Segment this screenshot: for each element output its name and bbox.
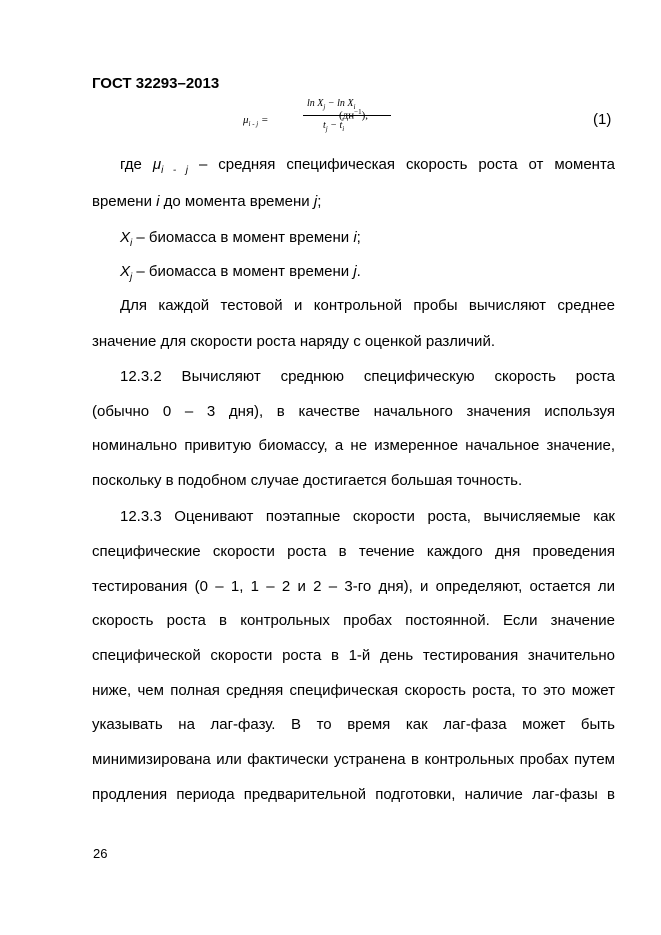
- formula-mu: μ: [243, 114, 249, 126]
- var-x: X: [120, 229, 131, 246]
- num-sub-2: i: [353, 103, 356, 111]
- page-number: 26: [93, 846, 108, 861]
- num-sub-1: j: [323, 103, 326, 111]
- formula-denominator: [323, 120, 344, 133]
- text-line: продления периода предварительной подготовки, наличие лаг-фазы в: [92, 786, 615, 803]
- text-line: 12.3.2 Вычисляют среднюю специфическую скорость роста: [120, 368, 615, 385]
- text-span: – биомасса в момент времени: [132, 263, 354, 280]
- text-span: времени: [92, 193, 157, 210]
- text-line: [120, 263, 615, 287]
- den-part-2: − t: [327, 120, 343, 131]
- unit-sup: −1: [354, 108, 362, 116]
- text-line: [120, 156, 615, 180]
- text-line: минимизирована или фактически устранена в контрольных пробах путем: [92, 751, 615, 768]
- var-j: j: [353, 263, 357, 280]
- var-mu: μ: [152, 156, 162, 173]
- formula-unit: [339, 108, 368, 122]
- text-line: Для каждой тестовой и контрольной пробы вычисляют среднее: [120, 297, 615, 314]
- var-i: i: [353, 229, 357, 246]
- text-line: специфической скорости роста в 1-й день тестирования значительно: [92, 647, 615, 664]
- var-x-subscript: i: [130, 238, 133, 249]
- text-line: 12.3.3 Оценивают поэтапные скорости роста, вычисляемые как: [120, 508, 615, 525]
- text-line: (обычно 0 – 3 дня), в качестве начального значения используя: [92, 403, 615, 420]
- text-line: ниже, чем полная средняя специфическая скорость роста, то это может: [92, 682, 615, 699]
- growth-rate-formula: [243, 98, 403, 138]
- den-sub-1: j: [325, 125, 328, 133]
- text-line: поскольку в подобном случае достигается большая точность.: [92, 472, 523, 489]
- var-i: i: [156, 193, 160, 210]
- text-line: скорость роста в контрольных пробах постоянной. Если значение: [92, 612, 615, 629]
- text-span: – биомасса в момент времени: [132, 229, 354, 246]
- text-line: значение для скорости роста наряду с оценкой различий.: [92, 333, 495, 350]
- unit-close: ),: [361, 109, 369, 122]
- text-line: [92, 193, 615, 211]
- var-x: X: [120, 263, 131, 280]
- text-span: ;: [317, 193, 322, 210]
- document-header: ГОСТ 32293–2013: [92, 75, 220, 92]
- text-line: тестирования (0 – 1, 1 – 2 и 2 – 3-го дня), и определяют, остается ли: [92, 578, 615, 595]
- var-x-subscript: j: [130, 272, 133, 283]
- text-line: [120, 229, 615, 253]
- formula-lhs: [243, 114, 268, 128]
- formula-equals: =: [261, 114, 269, 126]
- num-part-2: − ln X: [325, 98, 354, 109]
- text-span: – средняя специфическая скорость роста от момента: [187, 156, 615, 173]
- text-span: .: [356, 263, 361, 280]
- var-j: j: [313, 193, 318, 210]
- num-part-1: ln X: [307, 98, 324, 109]
- text-span: ;: [356, 229, 361, 246]
- var-mu-subscript: i - j: [161, 165, 188, 176]
- text-line: номинально привитую биомассу, а не измеренное начальное значение,: [92, 437, 615, 454]
- text-line: указывать на лаг-фазу. В то время как лаг-фаза может быть: [92, 716, 615, 733]
- text-span: до момента времени: [159, 193, 314, 210]
- unit-open: (дн: [339, 109, 355, 122]
- text-line: специфические скорости роста в течение каждого дня проведения: [92, 543, 615, 560]
- formula-mu-subscript: i - j: [248, 120, 259, 129]
- text-span: где: [120, 156, 153, 173]
- den-sub-2: i: [342, 125, 345, 133]
- equation-number: (1): [593, 111, 612, 128]
- den-part-1: t: [323, 120, 326, 131]
